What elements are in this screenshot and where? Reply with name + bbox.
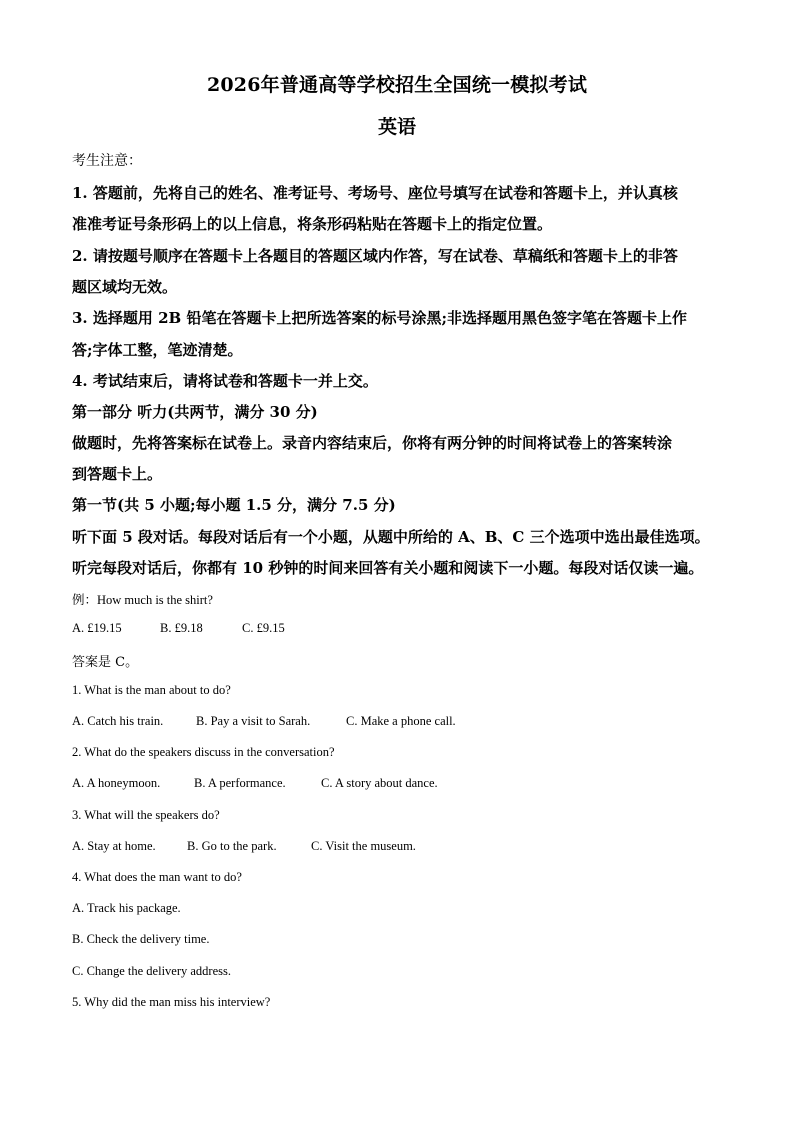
question-2-options [72, 776, 724, 791]
question-1-option-a: A. Catch his train. [72, 714, 164, 728]
example-option-a: A. £19.15 [72, 621, 122, 635]
question-3: 3. What will the speakers do? [72, 808, 220, 822]
notice-item-1-line-2: 准准考证号条形码上的以上信息，将条形码粘贴在答题卡上的指定位置。 [72, 215, 553, 233]
part1-intro-line-1: 做题时，先将答案标在试卷上。录音内容结束后，你将有两分钟的时间将试卷上的答案转涂 [72, 434, 673, 452]
question-4: 4. What does the man want to do? [72, 870, 242, 884]
question-2: 2. What do the speakers discuss in the conversation? [72, 745, 335, 759]
question-1-option-b: B. Pay a visit to Sarah. [196, 714, 311, 728]
notice-item-3-line-1: 3. 选择题用 2B 铅笔在答题卡上把所选答案的标号涂黑;非选择题用黑色签字笔在答题卡上作 [72, 309, 687, 327]
example-question: 例：How much is the shirt? [72, 593, 213, 607]
section1-instructions-line-2: 听完每段对话后，你都有 10 秒钟的时间来回答有关小题和阅读下一小题。每段对话仅读一遍。 [72, 559, 704, 577]
question-4-option-b: B. Check the delivery time. [72, 932, 210, 946]
question-5: 5. Why did the man miss his interview? [72, 995, 271, 1009]
question-1-options [72, 714, 724, 729]
question-3-option-a: A. Stay at home. [72, 839, 156, 853]
question-4-option-a: A. Track his package. [72, 901, 181, 915]
notice-item-2-line-2: 题区域均无效。 [72, 278, 178, 296]
exam-subject: 英语 [377, 116, 416, 138]
notice-item-2-line-1: 2. 请按题号顺序在答题卡上各题目的答题区域内作答，写在试卷、草稿纸和答题卡上的非答 [72, 247, 678, 265]
example-options [72, 621, 724, 636]
question-1-option-c: C. Make a phone call. [346, 714, 456, 728]
question-3-option-b: B. Go to the park. [187, 839, 277, 853]
question-2-option-b: B. A performance. [194, 776, 286, 790]
question-2-option-a: A. A honeymoon. [72, 776, 161, 790]
part1-intro-line-2: 到答题卡上。 [72, 465, 163, 483]
notice-heading: 考生注意： [72, 153, 142, 169]
question-3-options [72, 839, 724, 854]
example-option-c: C. £9.15 [242, 621, 285, 635]
section1-heading: 第一节(共 5 小题;每小题 1.5 分，满分 7.5 分) [72, 496, 396, 514]
question-4-option-c: C. Change the delivery address. [72, 964, 231, 978]
question-2-option-c: C. A story about dance. [321, 776, 438, 790]
notice-item-4: 4. 考试结束后，请将试卷和答题卡一并上交。 [72, 372, 378, 390]
question-1: 1. What is the man about to do? [72, 683, 231, 697]
notice-item-3-line-2: 答;字体工整，笔迹清楚。 [72, 341, 243, 359]
example-answer: 答案是 C。 [72, 655, 139, 670]
notice-item-1-line-1: 1. 答题前，先将自己的姓名、准考证号、考场号、座位号填写在试卷和答题卡上，并认真核 [72, 184, 678, 202]
exam-title: 2026年普通高等学校招生全国统一模拟考试 [206, 74, 588, 96]
section1-instructions-line-1: 听下面 5 段对话。每段对话后有一个小题，从题中所给的 A、B、C 三个选项中选出最佳选项。 [72, 528, 710, 546]
question-3-option-c: C. Visit the museum. [311, 839, 416, 853]
part1-heading: 第一部分 听力(共两节，满分 30 分) [72, 403, 318, 421]
example-option-b: B. £9.18 [160, 621, 203, 635]
